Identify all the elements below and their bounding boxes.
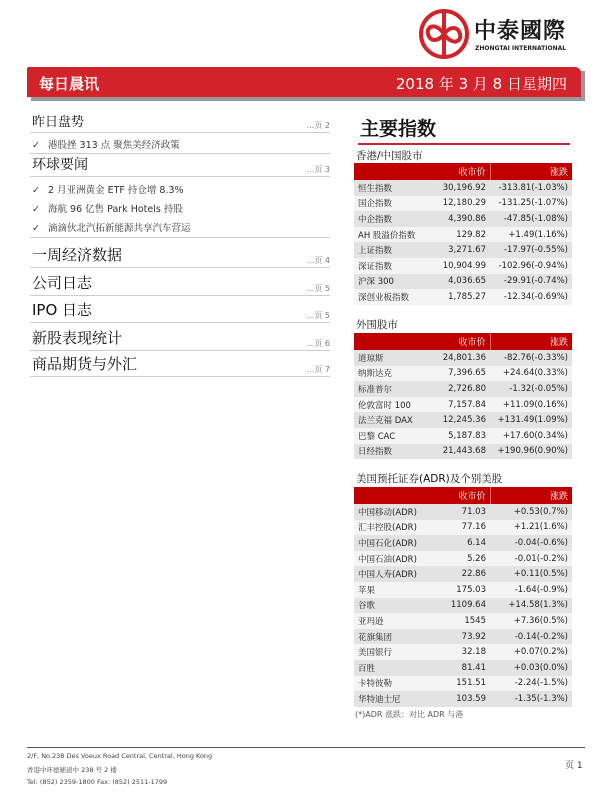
change: -102.96(-0.94%) xyxy=(490,258,572,274)
zhongtai-logo-icon xyxy=(418,8,470,60)
close-price: 5.26 xyxy=(422,551,490,567)
column-header: 涨跌 xyxy=(490,487,572,504)
bullet-text: 港股挫 313 点 聚焦美经济政策 xyxy=(48,140,180,151)
logo-english-text: ZHONGTAI INTERNATIONAL xyxy=(475,45,567,52)
close-price: 30,196.92 xyxy=(422,180,490,196)
table-row[interactable] xyxy=(354,613,572,629)
toc-section-title[interactable]: IPO 日志 xyxy=(32,301,93,319)
index-name: 法兰克福 DAX xyxy=(354,412,422,428)
close-price: 77.16 xyxy=(422,520,490,536)
change: -0.14(-0.2%) xyxy=(490,629,572,645)
table-row[interactable] xyxy=(354,629,572,645)
table-row[interactable] xyxy=(354,350,572,366)
toc-section[interactable] xyxy=(30,271,330,296)
toc-page-ref: ...页 4 xyxy=(306,256,330,265)
table-title: 香港/中国股市 xyxy=(356,150,423,162)
change: -1.35(-1.3%) xyxy=(490,691,572,707)
close-price: 7,157.84 xyxy=(422,397,490,413)
close-price: 2,726.80 xyxy=(422,381,490,397)
close-price: 1109.64 xyxy=(422,598,490,614)
change: -0.01(-0.2%) xyxy=(490,551,572,567)
index-name: 华特迪士尼 xyxy=(354,691,422,707)
divider xyxy=(30,237,330,238)
table-row[interactable] xyxy=(354,274,572,290)
change: +14.58(1.3%) xyxy=(490,598,572,614)
toc-page-ref: ...页 5 xyxy=(306,311,330,320)
close-price: 4,390.86 xyxy=(422,211,490,227)
report-date: 2018 年 3 月 8 日星期四 xyxy=(395,75,567,93)
header-banner xyxy=(27,67,581,97)
table-row[interactable] xyxy=(354,535,572,551)
index-name: 伦敦富时 100 xyxy=(354,397,422,413)
change: -1.64(-0.9%) xyxy=(490,582,572,598)
column-header: 涨跌 xyxy=(490,163,572,180)
change: -82.76(-0.33%) xyxy=(490,350,572,366)
close-price: 24,801.36 xyxy=(422,350,490,366)
index-name: 美国银行 xyxy=(354,644,422,660)
table-row[interactable] xyxy=(354,196,572,212)
index-name: 道琼斯 xyxy=(354,350,422,366)
toc-section-title[interactable]: 公司日志 xyxy=(32,274,93,292)
index-table xyxy=(354,163,572,305)
index-name: AH 股溢价指数 xyxy=(354,227,422,243)
change: +1.49(1.16%) xyxy=(490,227,572,243)
change: +1.21(1.6%) xyxy=(490,520,572,536)
index-name: 深创业板指数 xyxy=(354,289,422,305)
change: -47.85(-1.08%) xyxy=(490,211,572,227)
title-divider xyxy=(358,143,570,145)
toc-bullet[interactable] xyxy=(32,220,191,234)
toc-page-ref: ...页 3 xyxy=(306,165,330,174)
table-row[interactable] xyxy=(354,444,572,460)
bullet-text: 滴滴伙北汽拓新能源共享汽车营运 xyxy=(48,223,191,234)
report-title: 每日晨讯 xyxy=(39,75,100,93)
column-header xyxy=(354,487,422,504)
table-row[interactable] xyxy=(354,660,572,676)
table-row[interactable] xyxy=(354,242,572,258)
bullet-text: 2 月亚洲黄金 ETF 持仓增 8.3% xyxy=(48,185,184,196)
toc-section-title[interactable]: 一周经济数据 xyxy=(32,246,123,264)
index-name: 谷歌 xyxy=(354,598,422,614)
close-price: 129.82 xyxy=(422,227,490,243)
change: -313.81(-1.03%) xyxy=(490,180,572,196)
checkmark-icon: ✓ xyxy=(32,140,40,151)
close-price: 175.03 xyxy=(422,582,490,598)
index-name: 纳斯达克 xyxy=(354,366,422,382)
table-row[interactable] xyxy=(354,289,572,305)
table-row[interactable] xyxy=(354,381,572,397)
close-price: 10,904.99 xyxy=(422,258,490,274)
close-price: 103.59 xyxy=(422,691,490,707)
checkmark-icon: ✓ xyxy=(32,185,40,196)
close-price: 81.41 xyxy=(422,660,490,676)
change: -131.25(-1.07%) xyxy=(490,196,572,212)
table-row[interactable] xyxy=(354,504,572,520)
table-row[interactable] xyxy=(354,258,572,274)
toc-section[interactable] xyxy=(30,353,330,377)
table-row[interactable] xyxy=(354,644,572,660)
toc-bullet[interactable] xyxy=(32,137,180,151)
change: -29.91(-0.74%) xyxy=(490,274,572,290)
index-name: 花旗集团 xyxy=(354,629,422,645)
close-price: 6.14 xyxy=(422,535,490,551)
change: +0.53(0.7%) xyxy=(490,504,572,520)
table-title: 外围股市 xyxy=(356,319,398,331)
table-row[interactable] xyxy=(354,397,572,413)
toc-page-ref: ...页 6 xyxy=(306,339,330,348)
change: +0.11(0.5%) xyxy=(490,566,572,582)
index-table xyxy=(354,333,572,459)
column-header xyxy=(354,333,422,350)
toc-section-title[interactable]: 新股表现统计 xyxy=(32,329,123,347)
toc-page-ref: ...页 5 xyxy=(306,284,330,293)
page-number: 页 1 xyxy=(565,761,583,771)
column-header: 涨跌 xyxy=(490,333,572,350)
index-name: 巴黎 CAC xyxy=(354,428,422,444)
toc-bullet[interactable] xyxy=(32,182,184,196)
company-logo xyxy=(418,8,578,64)
close-price: 1545 xyxy=(422,613,490,629)
table-row[interactable] xyxy=(354,211,572,227)
table-row[interactable] xyxy=(354,412,572,428)
change: +190.96(0.90%) xyxy=(490,444,572,460)
index-table xyxy=(354,487,572,707)
footer-address-en: 2/F, No.238 Des Voeux Road Central, Central, Hong Kong xyxy=(27,752,213,760)
close-price: 73.92 xyxy=(422,629,490,645)
table-row[interactable] xyxy=(354,598,572,614)
toc-bullet[interactable] xyxy=(32,201,183,215)
column-header xyxy=(354,163,422,180)
close-price: 151.51 xyxy=(422,676,490,692)
table-row[interactable] xyxy=(354,582,572,598)
index-name: 苹果 xyxy=(354,582,422,598)
table-header-row xyxy=(354,487,572,504)
index-name: 沪深 300 xyxy=(354,274,422,290)
close-price: 32.18 xyxy=(422,644,490,660)
index-name: 汇丰控股(ADR) xyxy=(354,520,422,536)
index-name: 中企指数 xyxy=(354,211,422,227)
table-row[interactable] xyxy=(354,180,572,196)
change: +0.03(0.0%) xyxy=(490,660,572,676)
toc-section[interactable] xyxy=(30,325,330,351)
toc-section[interactable] xyxy=(30,154,330,177)
table-row[interactable] xyxy=(354,227,572,243)
toc-section-title[interactable]: 昨日盘势 xyxy=(32,115,85,130)
checkmark-icon: ✓ xyxy=(32,204,40,215)
change: +7.36(0.5%) xyxy=(490,613,572,629)
table-row[interactable] xyxy=(354,691,572,707)
logo-chinese-text: 中泰國際 xyxy=(474,19,567,44)
change: +131.49(1.09%) xyxy=(490,412,572,428)
index-name: 上证指数 xyxy=(354,242,422,258)
close-price: 4,036.65 xyxy=(422,274,490,290)
close-price: 21,443.68 xyxy=(422,444,490,460)
column-header: 收市价 xyxy=(422,163,490,180)
index-name: 中国人寿(ADR) xyxy=(354,566,422,582)
table-header-row xyxy=(354,333,572,350)
table-row[interactable] xyxy=(354,676,572,692)
toc-page-ref: ...页 7 xyxy=(306,365,330,374)
toc-section[interactable] xyxy=(30,298,330,323)
table-title: 美国预托证券(ADR)及个别美股 xyxy=(356,473,503,485)
footer-divider xyxy=(27,747,585,748)
close-price: 1,785.27 xyxy=(422,289,490,305)
close-price: 12,180.29 xyxy=(422,196,490,212)
index-name: 国企指数 xyxy=(354,196,422,212)
change: -1.32(-0.05%) xyxy=(490,381,572,397)
change: -12.34(-0.69%) xyxy=(490,289,572,305)
toc-section-title[interactable]: 商品期货与外汇 xyxy=(32,355,138,373)
index-name: 卡特彼勒 xyxy=(354,676,422,692)
change: +17.60(0.34%) xyxy=(490,428,572,444)
table-row[interactable] xyxy=(354,366,572,382)
table-row[interactable] xyxy=(354,566,572,582)
close-price: 7,396.65 xyxy=(422,366,490,382)
close-price: 5,187.83 xyxy=(422,428,490,444)
close-price: 22.86 xyxy=(422,566,490,582)
index-name: 日经指数 xyxy=(354,444,422,460)
index-name: 标准普尔 xyxy=(354,381,422,397)
footer-address-cn: 香港中环德辅道中 238 号 2 楼 xyxy=(27,766,117,774)
index-name: 深证指数 xyxy=(354,258,422,274)
toc-page-ref: ...页 2 xyxy=(306,121,330,130)
table-row[interactable] xyxy=(354,551,572,567)
checkmark-icon: ✓ xyxy=(32,223,40,234)
table-row[interactable] xyxy=(354,428,572,444)
indices-title: 主要指数 xyxy=(360,118,437,140)
index-name: 中国移动(ADR) xyxy=(354,504,422,520)
footer-contact: Tel: (852) 2359-1800 Fax: (852) 2511-1799 xyxy=(27,778,168,786)
change: -0.04(-0.6%) xyxy=(490,535,572,551)
close-price: 71.03 xyxy=(422,504,490,520)
close-price: 3,271.67 xyxy=(422,242,490,258)
close-price: 12,245.36 xyxy=(422,412,490,428)
toc-section[interactable] xyxy=(30,242,330,268)
index-name: 中国石化(ADR) xyxy=(354,535,422,551)
index-name: 百胜 xyxy=(354,660,422,676)
change: +24.64(0.33%) xyxy=(490,366,572,382)
column-header: 收市价 xyxy=(422,487,490,504)
change: -2.24(-1.5%) xyxy=(490,676,572,692)
change: +11.09(0.16%) xyxy=(490,397,572,413)
column-header: 收市价 xyxy=(422,333,490,350)
adr-footnote: (*)ADR 涨跌：对比 ADR 与港 xyxy=(355,710,464,719)
table-row[interactable] xyxy=(354,520,572,536)
table-header-row xyxy=(354,163,572,180)
bullet-text: 海航 96 亿售 Park Hotels 持股 xyxy=(48,204,183,215)
index-name: 中国石油(ADR) xyxy=(354,551,422,567)
toc-section[interactable] xyxy=(30,113,330,133)
index-name: 亚玛逊 xyxy=(354,613,422,629)
change: -17.97(-0.55%) xyxy=(490,242,572,258)
index-name: 恒生指数 xyxy=(354,180,422,196)
change: +0.07(0.2%) xyxy=(490,644,572,660)
toc-section-title[interactable]: 环球要闻 xyxy=(32,157,88,173)
